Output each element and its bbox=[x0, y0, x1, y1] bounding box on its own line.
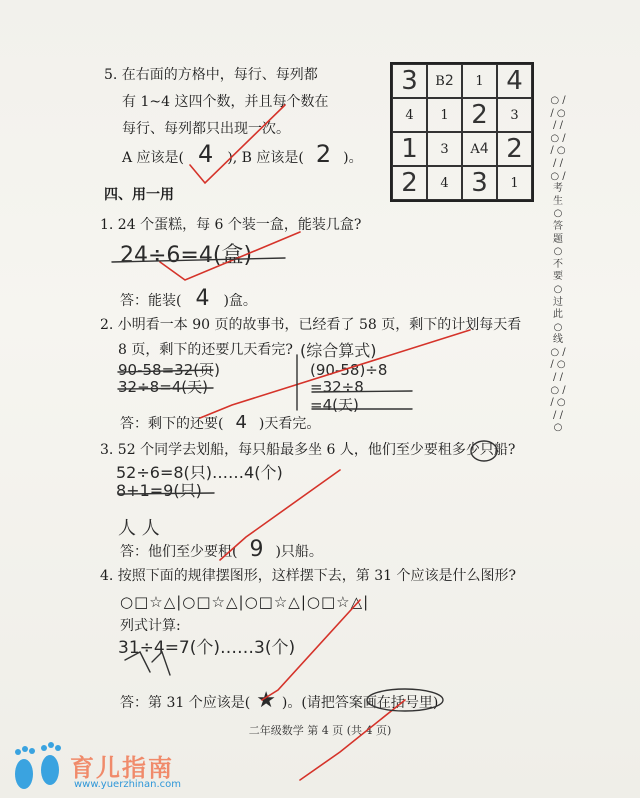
logo-text: 育儿指南 bbox=[70, 754, 174, 782]
underline bbox=[312, 391, 412, 392]
section-title: 四、用一用 bbox=[104, 187, 174, 203]
q4-work: 31÷4=7(个)……3(个) bbox=[118, 638, 296, 658]
q5-b-answer: 2 bbox=[315, 140, 332, 168]
q1-ans-prefix: 答：能装( bbox=[120, 293, 182, 309]
q5-a-prefix: A 应该是( bbox=[122, 150, 185, 166]
q1-ans-value: 4 bbox=[195, 286, 210, 311]
footprint-logo-icon bbox=[10, 740, 68, 794]
arrow bbox=[152, 652, 170, 675]
q1-text: 1. 24 个蛋糕，每 6 个装一盒，能装几盒? bbox=[100, 217, 362, 233]
grid-cell-b: B 2 bbox=[427, 64, 462, 98]
q2-ans-prefix: 答：剩下的还要( bbox=[120, 416, 224, 432]
underline bbox=[118, 388, 213, 389]
check-mark bbox=[262, 600, 360, 700]
q4-calc-label: 列式计算: bbox=[120, 618, 181, 634]
grid-cell: 2 bbox=[392, 166, 427, 200]
underline bbox=[118, 370, 213, 372]
grid-cell: 4 bbox=[427, 166, 462, 200]
q5-line2: 有 1~4 这四个数，并且每个数在 bbox=[122, 94, 329, 110]
q3-ans-value: 9 bbox=[249, 537, 264, 562]
q5-line1: 5. 在右面的方格中，每行、每列都 bbox=[104, 67, 318, 83]
q5-line3: 每行、每列都只出现一次。 bbox=[122, 121, 290, 137]
logo-url: www.yuerzhinan.com bbox=[74, 779, 182, 790]
star-icon: ★ bbox=[256, 688, 276, 713]
underline bbox=[112, 258, 285, 262]
q3-ans-prefix: 答：他们至少要租( bbox=[120, 544, 238, 560]
check-mark bbox=[200, 330, 470, 418]
q5-b-suffix: )。 bbox=[343, 150, 363, 166]
binding-line-text: ○ / / ○ / / ○ / / ○ / / ○ / 考 生 ○ 答 题 ○ 不 要 ○ 过 此 ○ 线 ○ / / ○ / / ○ / / ○ / / ○ bbox=[550, 95, 566, 434]
grid-cell: 2 bbox=[497, 132, 532, 166]
grid-cell: 3 bbox=[462, 166, 497, 200]
q3-text: 3. 52 个同学去划船，每只船最多坐 6 人，他们至少要租多少只船? bbox=[100, 442, 516, 458]
arrow bbox=[125, 652, 150, 672]
check-mark bbox=[300, 700, 405, 780]
q2-work5: =4(天) bbox=[310, 396, 359, 414]
grid-cell: 3 bbox=[497, 98, 532, 132]
grid-cell: 2 bbox=[462, 98, 497, 132]
grid-cell-a: A 4 bbox=[462, 132, 497, 166]
q3-work2: 8+1=9(只) bbox=[116, 481, 202, 500]
q5-b-prefix: ), B 应该是( bbox=[227, 150, 304, 166]
q5-a-answer: 4 bbox=[198, 140, 214, 168]
grid-cell: 1 bbox=[497, 166, 532, 200]
q2-line1: 2. 小明看一本 90 页的故事书，已经看了 58 页，剩下的计划每天看 bbox=[100, 317, 522, 333]
q3-work1: 52÷6=8(只)……4(个) bbox=[116, 463, 283, 482]
q3-ans-suffix: )只船。 bbox=[275, 544, 323, 560]
q3-mark: 人 人 bbox=[118, 518, 160, 539]
q1-work: 24÷6=4(盒) bbox=[120, 243, 253, 268]
q1-ans-suffix: )盒。 bbox=[223, 293, 257, 309]
grid-cell: 1 bbox=[462, 64, 497, 98]
q2-ans-value: 4 bbox=[235, 412, 247, 433]
check-mark bbox=[160, 232, 300, 280]
q2-line2: 8 页，剩下的还要几天看完? bbox=[118, 342, 293, 358]
page-footer: 二年级数学 第 4 页 (共 4 页) bbox=[248, 724, 392, 737]
check-mark bbox=[220, 470, 340, 560]
q4-ans-prefix: 答：第 31 个应该是( bbox=[120, 695, 251, 711]
check-mark bbox=[190, 105, 285, 183]
q2-work3: (90-58)÷8 bbox=[310, 361, 388, 379]
circle-mark bbox=[471, 441, 497, 461]
q4-pattern: ○□☆△|○□☆△|○□☆△|○□☆△| bbox=[120, 593, 370, 611]
grid-cell: 4 bbox=[392, 98, 427, 132]
grid-cell: 1 bbox=[427, 98, 462, 132]
grid-cell: 4 bbox=[497, 64, 532, 98]
q4-text: 4. 按照下面的规律摆图形，这样摆下去，第 31 个应该是什么图形? bbox=[100, 568, 517, 584]
q2-ans-suffix: )天看完。 bbox=[258, 416, 321, 432]
q2-work4: =32÷8 bbox=[310, 378, 364, 396]
q2-work1: 90-58=32(页) bbox=[118, 361, 220, 379]
grid-cell: 3 bbox=[427, 132, 462, 166]
grid-cell: 3 bbox=[392, 64, 427, 98]
q2-note: (综合算式) bbox=[300, 341, 377, 360]
q2-work2: 32÷8=4(天) bbox=[118, 378, 209, 396]
underline bbox=[118, 493, 214, 494]
grid-cell: 1 bbox=[392, 132, 427, 166]
q4-ans-suffix: )。(请把答案画在括号里) bbox=[281, 695, 439, 711]
